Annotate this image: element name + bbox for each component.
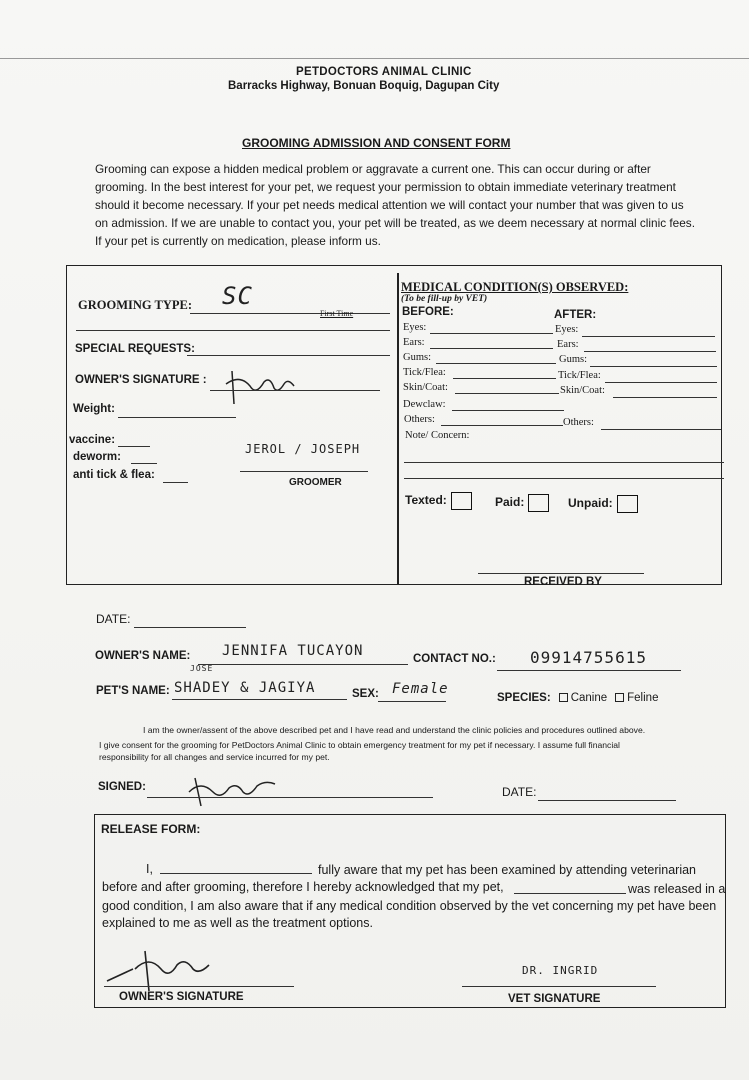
before-tick-line: [453, 378, 556, 379]
medical-title: MEDICAL CONDITION(S) OBSERVED:: [401, 280, 629, 294]
before-others-label: Others:: [404, 414, 435, 425]
vaccine-line: [118, 446, 150, 447]
vet-name-value: DR. INGRID: [522, 964, 599, 977]
after-tick-label: Tick/Flea:: [558, 370, 601, 381]
after-ears-line: [584, 351, 716, 352]
species-field: [497, 692, 658, 704]
grooming-type-line: [190, 313, 390, 314]
scan-edge-line: [0, 58, 749, 59]
feline-label: Feline: [627, 692, 659, 704]
pet-name-note: JOSE: [190, 664, 214, 673]
after-skin-label: Skin/Coat:: [560, 385, 605, 396]
special-requests-label: SPECIAL REQUESTS:: [75, 343, 195, 355]
owner-name-label: OWNER'S NAME:: [95, 650, 191, 662]
after-others-label: Others:: [563, 417, 594, 428]
intro-line-4: on admission. If we are unable to contact you, your pet will be treated, as we deem necessary at normal clinic fees.: [95, 216, 695, 230]
texted-label: Texted:: [405, 493, 447, 508]
before-eyes-label: Eyes:: [403, 322, 427, 333]
unpaid-label: Unpaid:: [568, 496, 613, 511]
date-line-top: [134, 627, 246, 628]
canine-label: Canine: [570, 692, 608, 704]
vet-signature-label: VET SIGNATURE: [508, 993, 601, 1005]
unpaid-field[interactable]: [568, 495, 638, 513]
anti-tick-label: anti tick & flea:: [73, 469, 155, 481]
consent-line-3: responsibility for all changes and service incurred for my pet.: [99, 752, 330, 762]
after-ears-label: Ears:: [557, 339, 579, 350]
texted-checkbox[interactable]: [451, 492, 472, 510]
before-ears-label: Ears:: [403, 337, 425, 348]
medical-subtitle: (To be fill-up by VET): [401, 294, 488, 304]
owner-signature-mark-top: [220, 366, 300, 408]
owner-signature-line-top: [210, 390, 380, 391]
canine-checkbox[interactable]: [559, 693, 568, 702]
feline-checkbox[interactable]: [615, 693, 624, 702]
after-gums-label: Gums:: [559, 354, 588, 365]
before-skin-label: Skin/Coat:: [403, 382, 448, 393]
before-eyes-line: [430, 333, 553, 334]
signed-label: SIGNED:: [98, 781, 146, 793]
pet-name-label: PET'S NAME:: [96, 685, 170, 697]
release-pet-blank: [514, 893, 626, 894]
vaccine-label: vaccine:: [69, 434, 116, 446]
paid-checkbox[interactable]: [528, 494, 549, 512]
received-by-line: [478, 573, 644, 574]
before-others-line: [441, 425, 563, 426]
signed-date-line: [538, 800, 676, 801]
intro-line-1: Grooming can expose a hidden medical problem or aggravate a current one. This can occur during or after: [95, 162, 651, 176]
release-owner-signature-label: OWNER'S SIGNATURE: [119, 991, 244, 1003]
unpaid-checkbox[interactable]: [617, 495, 638, 513]
deworm-line: [131, 463, 157, 464]
deworm-label: deworm:: [73, 451, 121, 463]
texted-field[interactable]: [405, 492, 472, 510]
paid-label: Paid:: [495, 495, 525, 510]
form-title: GROOMING ADMISSION AND CONSENT FORM: [242, 136, 511, 150]
after-eyes-line: [582, 336, 715, 337]
note-concern-label: Note/ Concern:: [405, 430, 470, 441]
before-skin-line: [455, 393, 559, 394]
paid-field[interactable]: [495, 494, 549, 512]
contact-label: CONTACT NO.:: [413, 653, 496, 665]
received-by-label: RECEIVED BY: [524, 576, 602, 588]
note-line-1: [404, 462, 724, 463]
after-gums-line: [590, 366, 717, 367]
intro-line-3: should it become necessary. If your pet needs medical attention we will contact your number that was given to us: [95, 198, 684, 212]
groomer-line: [240, 471, 368, 472]
before-ears-line: [430, 348, 553, 349]
consent-line-2: I give consent for the grooming for PetDoctors Animal Clinic to obtain emergency treatment for my pet if necessary. I assume full financial: [99, 740, 620, 750]
release-line1-a: I,: [146, 862, 153, 876]
release-line3: good condition, I am also aware that if any medical condition observed by the vet concerning my pet have been: [102, 899, 717, 913]
before-dewclaw-label: Dewclaw:: [403, 399, 446, 410]
release-line2-a: before and after grooming, therefore I hereby acknowledged that my pet,: [102, 880, 504, 894]
owner-name-value: JENNIFA TUCAYON: [222, 643, 364, 659]
weight-line: [118, 417, 236, 418]
before-tick-label: Tick/Flea:: [403, 367, 446, 378]
first-time-label: First Time: [320, 309, 354, 318]
sex-value: Female: [392, 681, 449, 697]
admission-box: [66, 265, 722, 585]
release-line2-b: was released in a: [628, 882, 726, 896]
weight-label: Weight:: [73, 403, 115, 415]
release-title: RELEASE FORM:: [101, 822, 201, 836]
intro-line-5: If your pet is currently on medication, please inform us.: [95, 234, 381, 248]
after-eyes-label: Eyes:: [555, 324, 579, 335]
note-line-2: [404, 478, 724, 479]
groomer-label: GROOMER: [289, 477, 342, 488]
after-others-line: [601, 429, 721, 430]
groomer-name-value: JEROL / JOSEPH: [245, 442, 361, 456]
before-gums-line: [436, 363, 556, 364]
signed-line: [147, 797, 433, 798]
intro-line-2: grooming. In the best interest for your pet, we request your permission to obtain immediate veterinary treatment: [95, 180, 676, 194]
after-tick-line: [605, 382, 717, 383]
pet-name-value: SHADEY & JAGIYA: [174, 680, 316, 696]
clinic-address: Barracks Highway, Bonuan Boquig, Dagupan City: [228, 80, 500, 92]
before-gums-label: Gums:: [403, 352, 432, 363]
consent-line-1: I am the owner/assent of the above described pet and I have read and understand the clinic policies and procedures outlined above.: [143, 725, 646, 735]
vet-signature-line: [462, 986, 656, 987]
grooming-extra-line: [76, 330, 390, 331]
pet-name-line: [172, 699, 347, 700]
release-name-blank: [160, 873, 312, 874]
owner-signature-label-top: OWNER'S SIGNATURE :: [75, 374, 207, 386]
sex-label: SEX:: [352, 688, 379, 700]
contact-value: 09914755615: [530, 648, 647, 667]
owner-name-line: [198, 664, 408, 665]
column-divider: [397, 273, 399, 585]
after-skin-line: [613, 397, 717, 398]
after-label: AFTER:: [554, 309, 597, 321]
contact-line: [497, 670, 681, 671]
release-line1-b: fully aware that my pet has been examined by attending veterinarian: [318, 863, 697, 877]
clinic-name: PETDOCTORS ANIMAL CLINIC: [296, 66, 472, 78]
grooming-type-value: SC: [222, 282, 253, 310]
special-requests-line: [187, 355, 390, 356]
signed-signature-mark: [185, 770, 280, 810]
date-label-top: DATE:: [96, 612, 131, 626]
before-dewclaw-line: [452, 410, 564, 411]
anti-tick-line: [163, 482, 188, 483]
species-label: SPECIES:: [497, 692, 551, 704]
before-label: BEFORE:: [402, 306, 454, 318]
release-owner-signature-line: [104, 986, 294, 987]
grooming-type-label: GROOMING TYPE:: [78, 298, 193, 312]
signed-date-label: DATE:: [502, 785, 537, 799]
sex-line: [378, 701, 446, 702]
release-line4: explained to me as well as the treatment options.: [102, 916, 373, 930]
